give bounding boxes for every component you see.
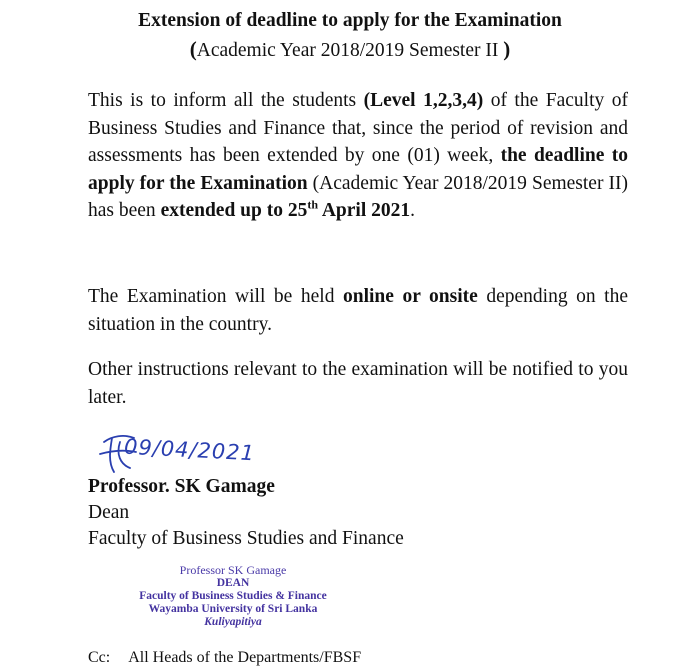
subtitle-close-paren: )	[503, 37, 511, 61]
p1-date: April 2021	[318, 200, 411, 221]
stamp-title: DEAN	[216, 577, 250, 589]
handwritten-date: 09/04/2021	[123, 434, 256, 466]
p1-levels: (Level 1,2,3,4)	[363, 90, 484, 111]
signer-faculty: Faculty of Business Studies and Finance	[88, 528, 404, 549]
official-stamp	[128, 564, 338, 629]
paragraph-announcement	[88, 87, 628, 225]
signer-block	[88, 474, 404, 552]
p1-extended	[160, 197, 411, 221]
stamp-faculty: Faculty of Business Studies & Finance	[139, 590, 327, 602]
p1-text-2: of the Faculty of Business Studies and Finance that, since the period of revision and assessments has been extended by one (01) week,	[88, 90, 628, 166]
signer-name: Professor. SK Gamage	[88, 476, 275, 497]
cc-recipients: All Heads of the Departments/FBSF	[128, 649, 362, 666]
p1-text-4: .	[410, 200, 416, 221]
p2-text-2: depending on the situation in the country.	[88, 286, 628, 335]
paragraph-other-instructions: Other instructions relevant to the examination will be notified to you later.	[88, 359, 628, 408]
p2-mode: online or onsite	[342, 286, 478, 307]
p1-deadline: the deadline to apply for the Examination	[88, 145, 628, 194]
paragraph-exam-mode	[88, 283, 628, 338]
cc-label: Cc:	[88, 649, 111, 666]
p1-text-3: (Academic Year 2018/2019 Semester II) has been	[88, 172, 628, 221]
p2-text-1: The Examination will be held	[88, 286, 343, 307]
p1-extended-text: extended up to 25	[160, 200, 308, 221]
p1-ordinal-suffix: th	[307, 197, 319, 212]
cc-line	[88, 648, 688, 668]
subtitle-open-paren: (	[189, 37, 197, 61]
subtitle-text: Academic Year 2018/2019 Semester II	[196, 40, 504, 61]
signer-role: Dean	[88, 502, 130, 523]
document-subtitle	[0, 36, 700, 64]
document-title: Extension of deadline to apply for the Examination	[138, 10, 562, 31]
stamp-name: Professor SK Gamage	[179, 563, 287, 577]
p1-text-1: This is to inform all the students	[88, 90, 364, 111]
stamp-university: Wayamba University of Sri Lanka	[148, 603, 318, 615]
stamp-location: Kuliyapitiya	[204, 616, 262, 628]
